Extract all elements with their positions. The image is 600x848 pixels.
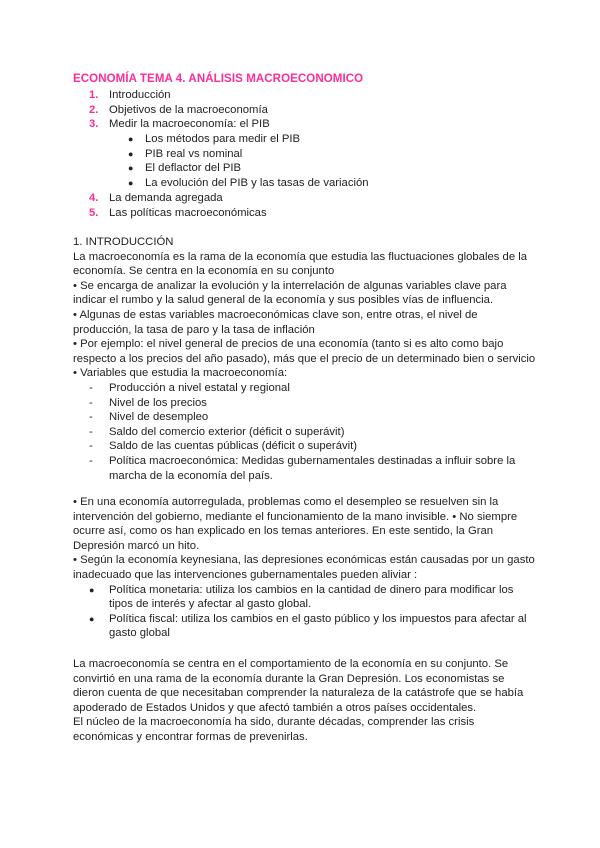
list-item-text: Política monetaria: utiliza los cambios en la cantidad de dinero para modificar los xyxy=(109,583,514,596)
toc-sublabel: Los métodos para medir el PIB xyxy=(145,133,301,146)
bullet-icon: ● xyxy=(128,178,134,189)
toc-label: Medir la macroeconomía: el PIB xyxy=(109,118,270,131)
list-item xyxy=(73,454,533,469)
paragraph-line: • En una economía autorregulada, problemas como el desempleo se resuelven sin la xyxy=(73,496,499,508)
toc-number: 3. xyxy=(89,118,99,131)
list-item xyxy=(73,612,533,627)
toc-label: Objetivos de la macroeconomía xyxy=(109,103,268,116)
dash-icon: - xyxy=(89,381,93,394)
toc-item xyxy=(73,191,543,206)
dash-icon: - xyxy=(89,425,93,438)
paragraph-line: producción, la tasa de paro y la tasa de inflación xyxy=(73,323,315,336)
keynesian-section xyxy=(73,495,533,641)
list-item-text: Nivel de los precios xyxy=(109,396,207,409)
bullet-icon: ● xyxy=(128,134,134,145)
list-item-continuation xyxy=(73,469,533,484)
paragraph-line: • Según la economía keynesiana, las depresiones económicas están causadas por un gasto xyxy=(73,554,535,567)
section-heading: 1. INTRODUCCIÓN xyxy=(73,236,174,248)
list-item xyxy=(73,425,533,440)
paragraph-line: economía. Se centra en la economía en su conjunto xyxy=(73,265,335,278)
list-item xyxy=(73,396,533,411)
toc-subitem xyxy=(73,176,543,191)
list-item-continuation xyxy=(73,626,533,641)
list-item-text: gasto global xyxy=(109,627,170,640)
conclusion-section xyxy=(73,657,533,745)
toc-item xyxy=(73,206,543,221)
bullet-icon: ● xyxy=(128,163,134,174)
toc-item xyxy=(73,117,543,132)
toc-label: Las políticas macroeconómicas xyxy=(109,206,267,219)
toc-item xyxy=(73,88,543,103)
document-title: ECONOMÍA TEMA 4. ANÁLISIS MACROECONOMICO xyxy=(73,73,364,85)
paragraph-line: • Se encarga de analizar la evolución y la interrelación de algunas variables clave para xyxy=(73,279,507,292)
toc-sublabel: PIB real vs nominal xyxy=(145,147,243,160)
toc-label: Introducción xyxy=(109,89,171,101)
paragraph-line: inadecuado que las intervenciones gubernamentales pueden aliviar : xyxy=(73,568,418,581)
paragraph-line: • Por ejemplo: el nivel general de precios de una economía (tanto si es alto como bajo xyxy=(73,338,504,351)
paragraph-line: La macroeconomía se centra en el comportamiento de la economía en su conjunto. Se xyxy=(73,658,509,670)
list-item-text: Política fiscal: utiliza los cambios en el gasto público y los impuestos para afectar al xyxy=(109,612,527,625)
paragraph-line: intervención del gobierno, mediante el funcionamiento de la mano invisible. • No siempre xyxy=(73,510,518,523)
list-item xyxy=(73,410,533,425)
list-item-text: Producción a nivel estatal y regional xyxy=(109,381,290,394)
toc-number: 2. xyxy=(89,103,99,116)
introduction-section xyxy=(73,235,536,483)
list-item xyxy=(73,583,533,598)
toc-number: 1. xyxy=(89,89,99,101)
toc-sublabel: La evolución del PIB y las tasas de variación xyxy=(145,177,369,190)
list-item xyxy=(73,439,533,454)
toc-subitem xyxy=(73,161,543,176)
paragraph-line: ocurre así, como os han explicado en los temas anteriores. En este sentido, la Gran xyxy=(73,525,494,538)
paragraph-line: respecto a los precios del año pasado), más que el precio de un determinado bien o servicio xyxy=(73,352,536,365)
toc-subitem xyxy=(73,147,543,162)
paragraph-line: El núcleo de la macroeconomía ha sido, durante décadas, comprender las crisis xyxy=(73,716,475,729)
toc-number: 4. xyxy=(89,191,99,204)
toc-sublabel: El deflactor del PIB xyxy=(145,162,242,175)
paragraph-line: apoderado de Estados Unidos y que afectó también a otros países occidentales. xyxy=(73,701,477,714)
paragraph-line: económicas y encontrar formas de prevenirlas. xyxy=(73,730,308,743)
toc-item xyxy=(73,103,543,118)
paragraph-line: La macroeconomía es la rama de la economía que estudia las fluctuaciones globales de la xyxy=(73,250,528,263)
bullet-icon: ● xyxy=(128,148,134,159)
paragraph-line: • Algunas de estas variables macroeconómicas clave son, entre otras, el nivel de xyxy=(73,308,478,321)
list-item-text: Nivel de desempleo xyxy=(109,411,209,424)
toc-label: La demanda agregada xyxy=(109,191,223,204)
list-item-text: marcha de la economía del país. xyxy=(109,469,273,482)
dash-icon: - xyxy=(89,440,93,453)
paragraph-line: indicar el rumbo y la salud general de la economía y sus posibles vías de influencia. xyxy=(73,294,494,307)
dash-icon: - xyxy=(89,454,93,467)
bullet-icon: ● xyxy=(89,613,95,624)
bullet-icon: ● xyxy=(89,584,95,595)
list-item-text: Saldo del comercio exterior (déficit o superávit) xyxy=(109,425,345,438)
dash-icon: - xyxy=(89,411,93,424)
dash-icon: - xyxy=(89,396,93,409)
paragraph-line: • Variables que estudia la macroeconomía: xyxy=(73,367,288,380)
list-item-text: Política macroeconómica: Medidas gubernamentales destinadas a influir sobre la xyxy=(109,454,516,467)
table-of-contents xyxy=(73,88,543,220)
toc-number: 5. xyxy=(89,206,99,219)
list-item xyxy=(73,381,533,396)
paragraph-line: Depresión marcó un hito. xyxy=(73,539,200,552)
toc-subitem xyxy=(73,132,543,147)
list-item-text: Saldo de las cuentas públicas (déficit o superávit) xyxy=(109,440,358,453)
list-item-text: tipos de interés y afectar al gasto global. xyxy=(109,598,312,611)
list-item-continuation xyxy=(73,597,533,612)
paragraph-line: dieron cuenta de que necesitaban comprender la naturaleza de la catástrofe que se había xyxy=(73,687,524,700)
paragraph-line: convirtió en una rama de la economía durante la Gran Depresión. Los economistas se xyxy=(73,672,505,685)
